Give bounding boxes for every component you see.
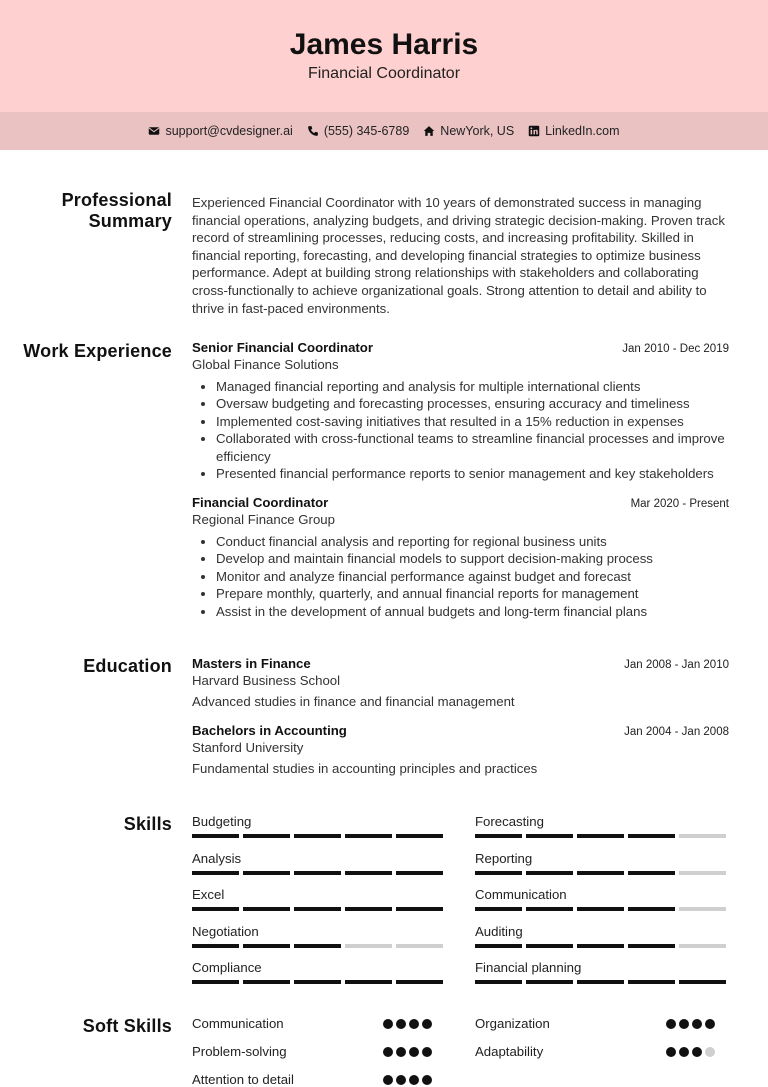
contact-bar [0,112,768,150]
soft-skill-level-dot [705,1047,715,1057]
skill-level-segment [628,907,675,911]
soft-skill-level-dot [396,1075,406,1085]
soft-skill-level-dot [422,1047,432,1057]
skill-level-segment [577,944,624,948]
soft-skill-label: Adaptability [475,1044,544,1059]
soft-skill-level-dots [666,1047,715,1057]
degree-title: Bachelors in Accounting [192,723,347,738]
soft-skill-level-dot [409,1047,419,1057]
contact-linkedin[interactable] [528,124,619,138]
list-item: • Oversaw budgeting and forecasting processes, ensuring accuracy and timeliness [216,395,729,412]
envelope-icon [148,125,160,137]
list-item: • Managed financial reporting and analysis for multiple international clients [216,378,729,395]
skill-level-segment [396,871,443,875]
candidate-title: Financial Coordinator [307,65,461,82]
skill-level-bar [475,871,728,875]
skill-level-segment [577,834,624,838]
skill-level-segment [475,980,522,984]
skill-item [475,960,728,984]
contact-phone-text: (555) 345-6789 [323,124,410,138]
phone-icon [307,125,319,137]
skill-level-segment [679,871,726,875]
candidate-name: James Harris [289,28,479,61]
skill-level-segment [396,907,443,911]
education-dates: Jan 2004 - Jan 2008 [624,726,729,738]
skill-label: Forecasting [475,814,544,829]
soft-skill-level-dot [409,1019,419,1029]
skill-level-bar [475,907,728,911]
skill-level-segment [577,871,624,875]
skill-level-bar [192,871,445,875]
skill-level-bar [192,834,445,838]
soft-skill-level-dot [396,1019,406,1029]
skill-level-segment [396,980,443,984]
section-title-soft-skills: Soft Skills [82,1016,172,1036]
soft-skill-level-dot [422,1075,432,1085]
skill-level-segment [294,834,341,838]
skill-level-segment [628,834,675,838]
skill-level-segment [243,871,290,875]
skill-level-segment [396,944,443,948]
skill-level-bar [192,980,445,984]
skill-level-segment [526,834,573,838]
skill-level-bar [192,907,445,911]
skill-level-segment [475,871,522,875]
skill-level-segment [679,944,726,948]
skill-level-segment [192,834,239,838]
skill-level-segment [526,907,573,911]
skill-level-segment [192,944,239,948]
soft-skill-level-dot [383,1019,393,1029]
list-item: • Develop and maintain financial models to support decision-making process [216,550,729,567]
job-company: Global Finance Solutions [192,357,339,372]
skill-level-segment [345,980,392,984]
skill-level-segment [345,834,392,838]
job-title: Senior Financial Coordinator [192,340,373,355]
skill-label: Analysis [192,850,242,866]
skill-level-segment [475,944,522,948]
skill-level-segment [526,944,573,948]
skill-item [192,960,445,984]
soft-skill-level-dot [666,1019,676,1029]
skill-level-segment [679,907,726,911]
skill-level-segment [577,980,624,984]
skill-level-segment [243,944,290,948]
contact-location [423,124,514,138]
job-entry [192,495,729,620]
skill-level-segment [628,944,675,948]
skill-level-segment [628,980,675,984]
skill-level-segment [294,871,341,875]
school-name: Harvard Business School [192,673,341,688]
soft-skill-level-dot [666,1047,676,1057]
list-item: • Conduct financial analysis and reporting for regional business units [216,533,729,550]
skill-item [192,814,445,838]
job-dates: Jan 2010 - Dec 2019 [622,343,729,355]
skill-label: Negotiation [192,923,259,939]
contact-linkedin-text: LinkedIn.com [545,124,620,138]
skill-level-segment [679,980,726,984]
skill-level-segment [526,980,573,984]
section-title-skills: Skills [123,814,172,834]
skill-item [192,851,445,875]
skill-label: Compliance [192,960,262,976]
contact-phone[interactable] [307,124,409,138]
skill-item [475,814,728,838]
list-item: • Collaborated with cross-functional teams to streamline financial processes and improve efficiency [216,430,729,465]
job-bullets [192,533,729,620]
skill-label: Financial planning [475,960,582,976]
job-bullets [192,378,729,482]
skill-level-bar [475,944,728,948]
skill-item [192,924,445,948]
job-company: Regional Finance Group [192,512,335,527]
soft-skill-level-dots [383,1075,432,1085]
soft-skill-level-dot [692,1047,702,1057]
skill-label: Reporting [475,850,533,866]
job-title: Financial Coordinator [192,495,329,510]
education-description: Advanced studies in finance and financial management [192,694,515,709]
list-item: • Prepare monthly, quarterly, and annual financial reports for management [216,585,729,602]
contact-email[interactable] [148,124,292,138]
summary-text: Experienced Financial Coordinator with 10 years of demonstrated success in managing financial operations, analyzing budgets, and driving strategic decision-making. Proven track record of streamlining processes, reducing costs, and increasing profitability. Skilled in financial reporting, forecasting, and developing financial strategies to optimize business performance. Adept at building strong relationships with stakeholders and collaborating cross-functionally to achieve organizational goals. Strong attention to detail and ability to thrive in fast-paced environments. [192,195,725,316]
skill-item [475,924,728,948]
soft-skill-item [192,1016,432,1031]
skill-label: Auditing [475,923,523,939]
list-item: • Monitor and analyze financial performance against budget and forecast [216,568,729,585]
soft-skill-label: Communication [192,1016,284,1031]
skill-level-segment [192,980,239,984]
skill-level-bar [192,944,445,948]
soft-skill-item [475,1016,715,1031]
section-title-work: Work Experience [23,341,172,361]
skill-level-segment [396,834,443,838]
skill-label: Excel [192,887,225,903]
skill-level-bar [475,980,728,984]
list-item: • Assist in the development of annual budgets and long-term financial plans [216,603,729,620]
soft-skill-level-dot [409,1075,419,1085]
soft-skill-level-dot [679,1019,689,1029]
job-dates: Mar 2020 - Present [630,498,729,510]
skill-level-segment [345,944,392,948]
degree-title: Masters in Finance [192,656,311,671]
skill-item [475,851,728,875]
skill-level-segment [294,944,341,948]
soft-skill-level-dot [422,1019,432,1029]
soft-skill-level-dots [666,1019,715,1029]
skill-level-segment [243,980,290,984]
soft-skill-level-dots [383,1047,432,1057]
education-description: Fundamental studies in accounting principles and practices [192,761,538,776]
resume-header [0,0,768,112]
skill-level-segment [475,834,522,838]
contact-location-text: NewYork, US [440,124,515,138]
soft-skill-level-dot [705,1019,715,1029]
section-title-education: Education [83,656,172,676]
soft-skill-level-dot [679,1047,689,1057]
skill-item [192,887,445,911]
soft-skill-item [192,1044,432,1059]
soft-skill-label: Organization [475,1016,550,1031]
section-title-summary: Professional Summary [61,190,172,231]
soft-skill-item [192,1072,432,1087]
skill-level-segment [475,907,522,911]
soft-skill-label: Attention to detail [192,1072,294,1087]
education-entry [192,723,729,776]
contact-email-text: support@cvdesigner.ai [165,124,293,138]
skill-label: Budgeting [192,814,252,829]
soft-skill-level-dot [692,1019,702,1029]
soft-skill-level-dot [383,1047,393,1057]
school-name: Stanford University [192,740,304,755]
skill-level-segment [294,907,341,911]
soft-skill-level-dot [396,1047,406,1057]
skill-level-segment [345,871,392,875]
education-dates: Jan 2008 - Jan 2010 [624,659,729,671]
skill-level-segment [192,871,239,875]
skill-label: Communication [475,887,567,903]
skill-level-segment [526,871,573,875]
skill-level-segment [628,871,675,875]
linkedin-icon [528,125,540,137]
skill-level-segment [577,907,624,911]
soft-skill-level-dots [383,1019,432,1029]
soft-skill-level-dot [383,1075,393,1085]
skill-level-segment [294,980,341,984]
skill-item [475,887,728,911]
skill-level-segment [679,834,726,838]
education-entry [192,656,729,709]
skill-level-segment [345,907,392,911]
soft-skill-label: Problem-solving [192,1044,287,1059]
list-item: • Presented financial performance reports to senior management and key stakeholders [216,465,729,482]
job-entry [192,340,729,482]
skill-level-bar [475,834,728,838]
skill-level-segment [243,907,290,911]
list-item: • Implemented cost-saving initiatives that resulted in a 15% reduction in expenses [216,413,729,430]
soft-skill-item [475,1044,715,1059]
home-icon [423,125,435,137]
skill-level-segment [192,907,239,911]
skill-level-segment [243,834,290,838]
